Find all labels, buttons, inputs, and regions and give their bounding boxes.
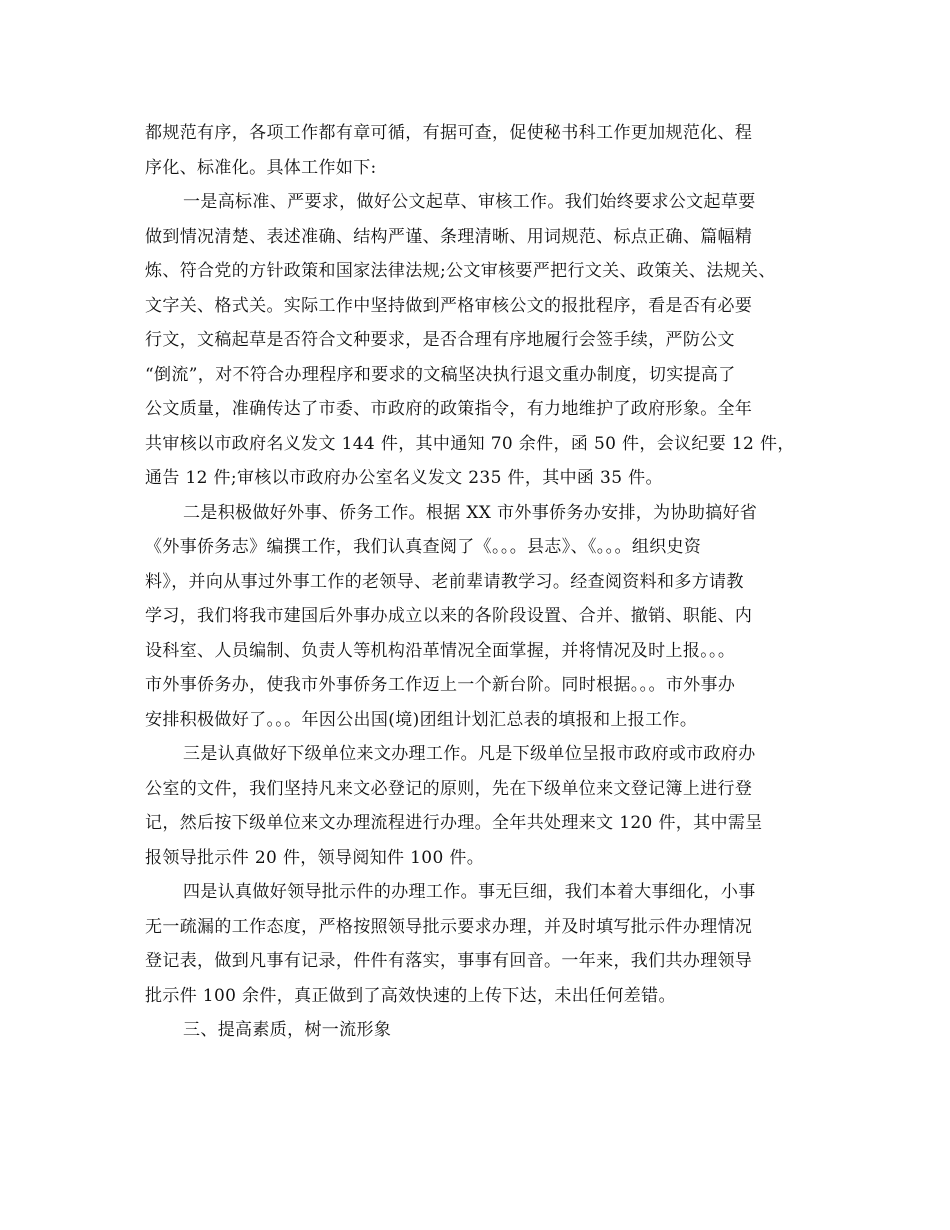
text-line: 行文，文稿起草是否符合文种要求，是否合理有序地履行会签手续，严防公文 [145, 330, 735, 350]
text-line: 公文质量，准确传达了市委、市政府的政策指令，有力地维护了政府形象。全年 [145, 399, 753, 419]
text-line: 批示件 100 余件，真正做到了高效快速的上传下达，未出任何差错。 [145, 985, 676, 1006]
paragraph-first-line: 三是认真做好下级单位来文办理工作。凡是下级单位呈报市政府或市政府办 [183, 744, 756, 764]
text-line: 公室的文件，我们坚持凡来文必登记的原则，先在下级单位来文登记簿上进行登 [145, 778, 753, 799]
text-line: 市外事侨务办，使我市外事侨务工作迈上一个新台阶。同时根据。。。市外事办 [145, 675, 736, 695]
text-line: 报领导批示件 20 件，领导阅知件 100 件。 [145, 847, 485, 868]
text-line: 炼、符合党的方针政策和国家法律法规;公文审核要严把行文关、政策关、法规关、 [145, 261, 776, 281]
text-line: 学习，我们将我市建国后外事办成立以来的各阶段设置、合并、撤销、职能、内 [145, 606, 753, 626]
text-line: 设科室、人员编制、负责人等机构沿革情况全面掌握，并将情况及时上报。。。 [145, 640, 736, 661]
text-line: 都规范有序，各项工作都有章可循，有据可查，促使秘书科工作更加规范化、程 [145, 123, 753, 143]
text-line: 共审核以市政府名义发文 144 件，其中通知 70 余件，函 50 件，会议纪要 12 件， [145, 433, 795, 454]
text-line: 料》，并向从事过外事工作的老领导、老前辈请教学习。经查阅资料和多方请教 [145, 571, 744, 592]
text-line: 无一疏漏的工作态度，严格按照领导批示要求办理，并及时填写批示件办理情况 [145, 916, 753, 937]
text-line: 登记表，做到凡事有记录，件件有落实，事事有回音。一年来，我们共办理领导 [145, 951, 753, 971]
text-line: 文字关、格式关。实际工作中坚持做到严格审核公文的报批程序，看是否有必要 [145, 295, 753, 316]
paragraph-first-line: 三、提高素质，树一流形象 [183, 1020, 392, 1040]
text-line: 安排积极做好了。。。年因公出国(境)团组计划汇总表的填报和上报工作。 [145, 709, 698, 730]
text-line: 序化、标准化。具体工作如下: [145, 157, 377, 178]
paragraph-first-line: 四是认真做好领导批示件的办理工作。事无巨细，我们本着大事细化，小事 [183, 882, 756, 902]
text-line: 《外事侨务志》编撰工作，我们认真查阅了《。。。县志》、《。。。组织史资 [145, 537, 702, 557]
text-line: “倒流”，对不符合办理程序和要求的文稿坚决执行退文重办制度，切实提高了 [145, 364, 736, 385]
text-line: 通告 12 件;审核以市政府办公室名义发文 235 件，其中函 35 件。 [145, 468, 663, 488]
text-line: 做到情况清楚、表述准确、结构严谨、条理清晰、用词规范、标点正确、篇幅精 [145, 226, 753, 247]
document-body-text [145, 116, 817, 1048]
text-line: 记，然后按下级单位来文办理流程进行办理。全年共处理来文 120 件，其中需呈 [145, 813, 763, 833]
paragraph-first-line: 一是高标准、严要求，做好公文起草、审核工作。我们始终要求公文起草要 [183, 192, 756, 212]
paragraph-first-line: 二是积极做好外事、侨务工作。根据 XX 市外事侨务办安排，为协助搞好省 [183, 502, 758, 523]
